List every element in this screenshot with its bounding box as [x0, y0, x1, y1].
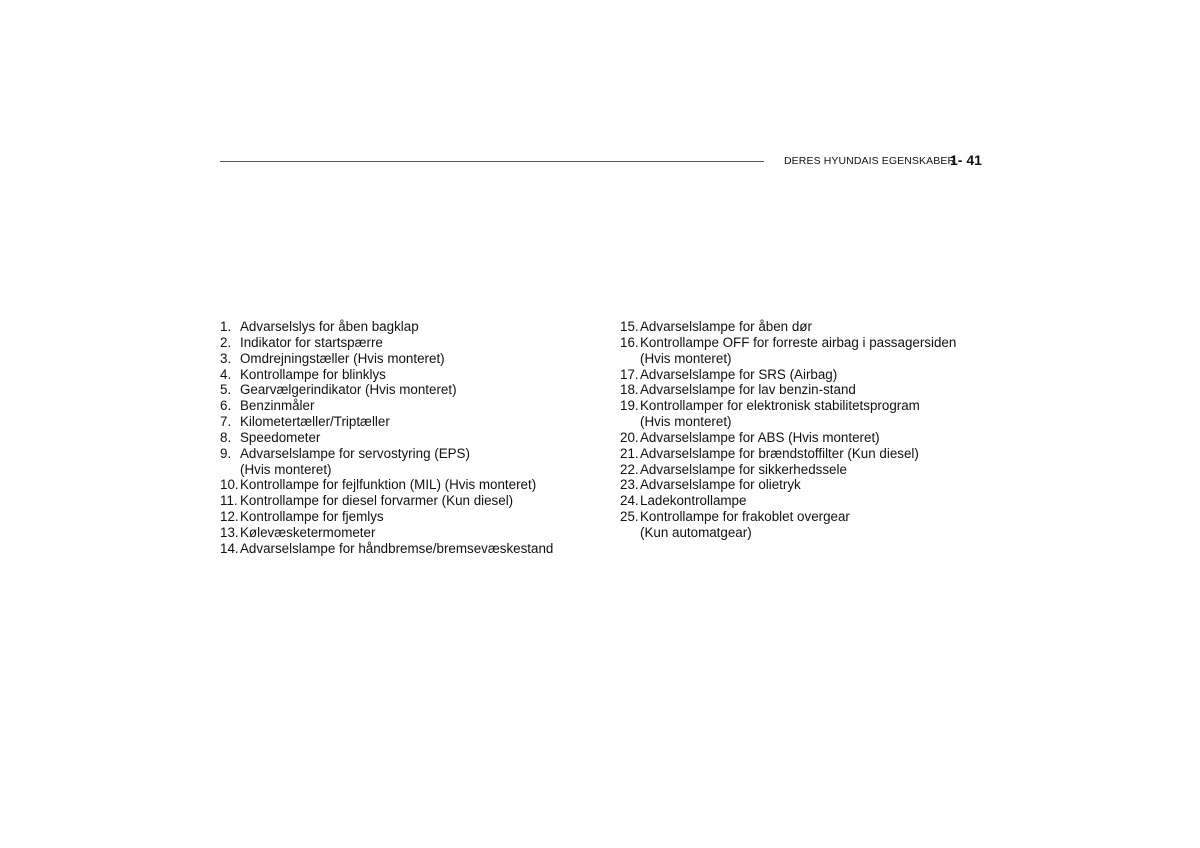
legend-item-number: 22. [620, 461, 639, 477]
legend-item-text [640, 319, 812, 335]
legend-item-text [240, 509, 384, 525]
legend-item-text [640, 509, 850, 541]
legend-item-line: Kontrollampe for diesel forvarmer (Kun diesel) [240, 493, 514, 509]
legend-item-text [640, 430, 880, 446]
section-title: DERES HYUNDAIS EGENSKABER [784, 155, 956, 167]
legend-item-text [240, 382, 457, 398]
legend-item [620, 335, 990, 367]
legend-item [220, 493, 610, 509]
legend-item-number: 18. [620, 382, 639, 398]
legend-item-number: 23. [620, 477, 639, 493]
legend-item-text [640, 335, 956, 367]
legend-item [620, 446, 990, 462]
legend-item-line: Kølevæsketermometer [240, 524, 376, 540]
legend-item-line: Omdrejningstæller (Hvis monteret) [240, 350, 445, 366]
legend-item-number: 5. [220, 382, 232, 398]
legend-item [220, 541, 610, 557]
legend-item-line: Kontrollampe for blinklys [240, 366, 386, 382]
legend-item-number: 10. [220, 477, 239, 493]
legend-item [620, 398, 990, 430]
legend-item [220, 525, 610, 541]
legend-item-number: 24. [620, 493, 639, 509]
legend-item [220, 398, 610, 414]
legend-item-line: Gearvælgerindikator (Hvis monteret) [240, 382, 457, 398]
legend-item-line: Advarselslampe for brændstoffilter (Kun diesel) [640, 445, 919, 461]
legend-item-number: 2. [220, 334, 232, 350]
legend-item-line: Indikator for startspærre [240, 334, 383, 350]
legend-item-number: 19. [620, 398, 639, 414]
legend-item-line: Benzinmåler [240, 398, 315, 414]
legend-item-number: 14. [220, 540, 239, 556]
legend-item-number: 6. [220, 398, 232, 414]
page-number: 1- 41 [950, 152, 982, 168]
legend-item-number: 1. [220, 319, 232, 334]
legend-item-line: (Hvis monteret) [640, 350, 732, 366]
legend-item [220, 319, 610, 335]
legend-item [620, 509, 990, 541]
legend-item-line: Advarselslampe for åben dør [640, 319, 812, 334]
legend-item-line: Advarselslampe for servostyring (EPS) [240, 445, 470, 461]
legend-item-line: (Kun automatgear) [640, 524, 752, 540]
legend-item-text [240, 398, 314, 414]
legend-item [220, 414, 610, 430]
legend-item-text [640, 493, 746, 509]
legend-item-text [240, 477, 536, 493]
legend-item-number: 11. [220, 493, 238, 509]
legend-item-line: Advarselslampe for ABS (Hvis monteret) [640, 429, 880, 445]
legend-item-text [640, 367, 837, 383]
legend-item-number: 21. [620, 445, 639, 461]
legend-item [220, 477, 610, 493]
legend-item-text [640, 477, 801, 493]
legend-item [220, 351, 610, 367]
header-rule [220, 161, 764, 162]
legend-item-text [240, 335, 383, 351]
legend-item-text [240, 430, 320, 446]
legend-item-text [240, 525, 375, 541]
legend-item-line: Advarselslampe for sikkerhedssele [640, 461, 847, 477]
legend-item-line: Speedometer [240, 429, 321, 445]
legend-item [620, 367, 990, 383]
legend-item [620, 477, 990, 493]
legend-item-number: 16. [620, 334, 639, 350]
legend-item-line: (Hvis monteret) [640, 414, 732, 430]
legend-item-line: Kontrollampe OFF for forreste airbag i passagersiden [640, 334, 957, 350]
legend-list-right [620, 319, 990, 541]
legend-item-line: Advarselslampe for lav benzin-stand [640, 382, 856, 398]
legend-item-text [640, 446, 919, 462]
legend-item-number: 25. [620, 509, 639, 525]
legend-item-line: Advarselslampe for SRS (Airbag) [640, 366, 838, 382]
legend-item-text [240, 367, 386, 383]
legend-item-line: Ladekontrollampe [640, 493, 747, 509]
legend-item [620, 462, 990, 478]
legend-item [220, 382, 610, 398]
legend-item-text [640, 462, 847, 478]
legend-item-text [240, 541, 553, 557]
legend-item-text [640, 382, 856, 398]
legend-list-left [220, 319, 610, 557]
legend-item-number: 15. [620, 319, 639, 334]
legend-item-text [240, 414, 390, 430]
legend-item-number: 9. [220, 445, 232, 461]
legend-item-number: 17. [620, 366, 639, 382]
legend-item-text [240, 351, 445, 367]
legend-item [220, 509, 610, 525]
legend-item-line: Kontrollampe for fejlfunktion (MIL) (Hvis monteret) [240, 477, 537, 493]
legend-item [220, 430, 610, 446]
legend-item-line: Advarselslampe for håndbremse/bremsevæskestand [240, 540, 554, 556]
legend-item-line: Kontrollamper for elektronisk stabilitetsprogram [640, 398, 920, 414]
legend-item [220, 367, 610, 383]
legend-item-number: 20. [620, 429, 639, 445]
legend-item [620, 319, 990, 335]
legend-item-text [240, 446, 470, 478]
legend-item-text [640, 398, 920, 430]
legend-item [220, 446, 610, 478]
legend-item-line: Kontrollampe for fjemlys [240, 509, 384, 525]
legend-item-line: Kilometertæller/Triptæller [240, 414, 390, 430]
legend-item [220, 335, 610, 351]
legend-item-line: Kontrollampe for frakoblet overgear [640, 509, 850, 525]
legend-item-number: 8. [220, 429, 232, 445]
legend-item-text [240, 493, 513, 509]
legend-item-number: 4. [220, 366, 232, 382]
legend-item [620, 493, 990, 509]
legend-item-number: 13. [220, 524, 239, 540]
legend-item-number: 7. [220, 414, 232, 430]
legend-item [620, 382, 990, 398]
legend-item-line: Advarselslys for åben bagklap [240, 319, 419, 334]
legend-item [620, 430, 990, 446]
legend-item-number: 12. [220, 509, 239, 525]
legend-item-line: (Hvis monteret) [240, 461, 332, 477]
legend-item-number: 3. [220, 350, 232, 366]
legend-item-text [240, 319, 419, 335]
legend-item-line: Advarselslampe for olietryk [640, 477, 801, 493]
